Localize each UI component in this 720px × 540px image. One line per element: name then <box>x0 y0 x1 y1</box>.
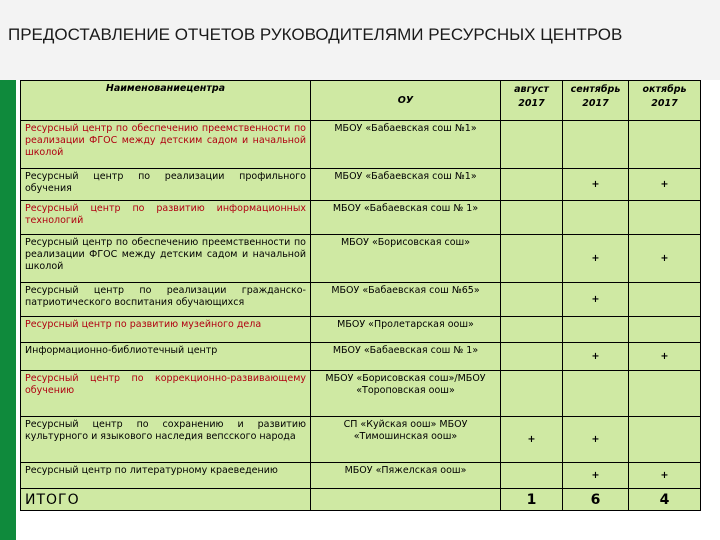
table-row <box>21 417 701 463</box>
mark-august <box>501 201 563 235</box>
page-title: ПРЕДОСТАВЛЕНИЕ ОТЧЕТОВ РУКОВОДИТЕЛЯМИ РЕСУРСНЫХ ЦЕНТРОВ <box>8 25 623 44</box>
center-ou: МБОУ «Бабаевская сош №1» <box>311 169 501 201</box>
center-ou: МБОУ «Бабаевская сош №1» <box>311 121 501 169</box>
mark-august <box>501 283 563 317</box>
mark-september <box>563 201 629 235</box>
total-row <box>21 489 701 511</box>
table-row <box>21 463 701 489</box>
mark-october: + <box>629 463 701 489</box>
mark-august <box>501 121 563 169</box>
mark-october <box>629 283 701 317</box>
header-row <box>21 81 701 121</box>
mark-october: + <box>629 343 701 371</box>
header-august: август 2017 <box>501 81 563 121</box>
mark-august <box>501 371 563 417</box>
center-name: Ресурсный центр по коррекционно-развивающему обучению <box>21 371 311 417</box>
table-row <box>21 169 701 201</box>
mark-september: + <box>563 235 629 283</box>
mark-october <box>629 317 701 343</box>
mark-september: + <box>563 343 629 371</box>
mark-august: + <box>501 417 563 463</box>
mark-september <box>563 121 629 169</box>
header-september: сентябрь 2017 <box>563 81 629 121</box>
center-ou: МБОУ «Пролетарская оош» <box>311 317 501 343</box>
mark-september: + <box>563 417 629 463</box>
total-september: 6 <box>563 489 629 511</box>
mark-october <box>629 121 701 169</box>
center-ou: МБОУ «Пяжелская оош» <box>311 463 501 489</box>
header-ou: ОУ <box>311 81 501 121</box>
center-name: Ресурсный центр по обеспечению преемственности по реализации ФГОС между детским садом и начальной школой <box>21 121 311 169</box>
center-name: Ресурсный центр по обеспечению преемственности по реализации ФГОС между детским садом и начальной школой <box>21 235 311 283</box>
reports-table <box>20 80 701 511</box>
center-name: Ресурсный центр по литературному краеведению <box>21 463 311 489</box>
title-banner <box>0 0 720 80</box>
center-ou: МБОУ «Бабаевская сош № 1» <box>311 201 501 235</box>
table-row <box>21 201 701 235</box>
header-name: Наименованиецентра <box>21 81 311 121</box>
table-row <box>21 235 701 283</box>
total-october: 4 <box>629 489 701 511</box>
center-name: Ресурсный центр по реализации гражданско-патриотического воспитания обучающихся <box>21 283 311 317</box>
table-row <box>21 343 701 371</box>
table-row <box>21 371 701 417</box>
mark-august <box>501 343 563 371</box>
center-ou: МБОУ «Бабаевская сош № 1» <box>311 343 501 371</box>
center-ou: СП «Куйская оош» МБОУ «Тимошинская оош» <box>311 417 501 463</box>
center-name: Информационно-библиотечный центр <box>21 343 311 371</box>
mark-september: + <box>563 283 629 317</box>
header-october: октябрь 2017 <box>629 81 701 121</box>
center-ou: МБОУ «Борисовская сош» <box>311 235 501 283</box>
mark-october: + <box>629 169 701 201</box>
center-ou: МБОУ «Бабаевская сош №65» <box>311 283 501 317</box>
mark-september: + <box>563 463 629 489</box>
center-name: Ресурсный центр по развитию музейного дела <box>21 317 311 343</box>
mark-august <box>501 169 563 201</box>
mark-october <box>629 371 701 417</box>
center-ou: МБОУ «Борисовская сош»/МБОУ «Тороповская оош» <box>311 371 501 417</box>
table-row <box>21 283 701 317</box>
mark-august <box>501 463 563 489</box>
mark-september <box>563 371 629 417</box>
mark-october <box>629 417 701 463</box>
mark-september <box>563 317 629 343</box>
table-row <box>21 317 701 343</box>
mark-october: + <box>629 235 701 283</box>
decorative-green-bar <box>0 80 16 540</box>
total-label: ИТОГО <box>21 489 311 511</box>
mark-october <box>629 201 701 235</box>
mark-september: + <box>563 169 629 201</box>
center-name: Ресурсный центр по развитию информационных технологий <box>21 201 311 235</box>
center-name: Ресурсный центр по сохранению и развитию культурного и языкового наследия вепсского народа <box>21 417 311 463</box>
table-row <box>21 121 701 169</box>
mark-august <box>501 235 563 283</box>
center-name: Ресурсный центр по реализации профильного обучения <box>21 169 311 201</box>
total-august: 1 <box>501 489 563 511</box>
mark-august <box>501 317 563 343</box>
total-ou-empty <box>311 489 501 511</box>
